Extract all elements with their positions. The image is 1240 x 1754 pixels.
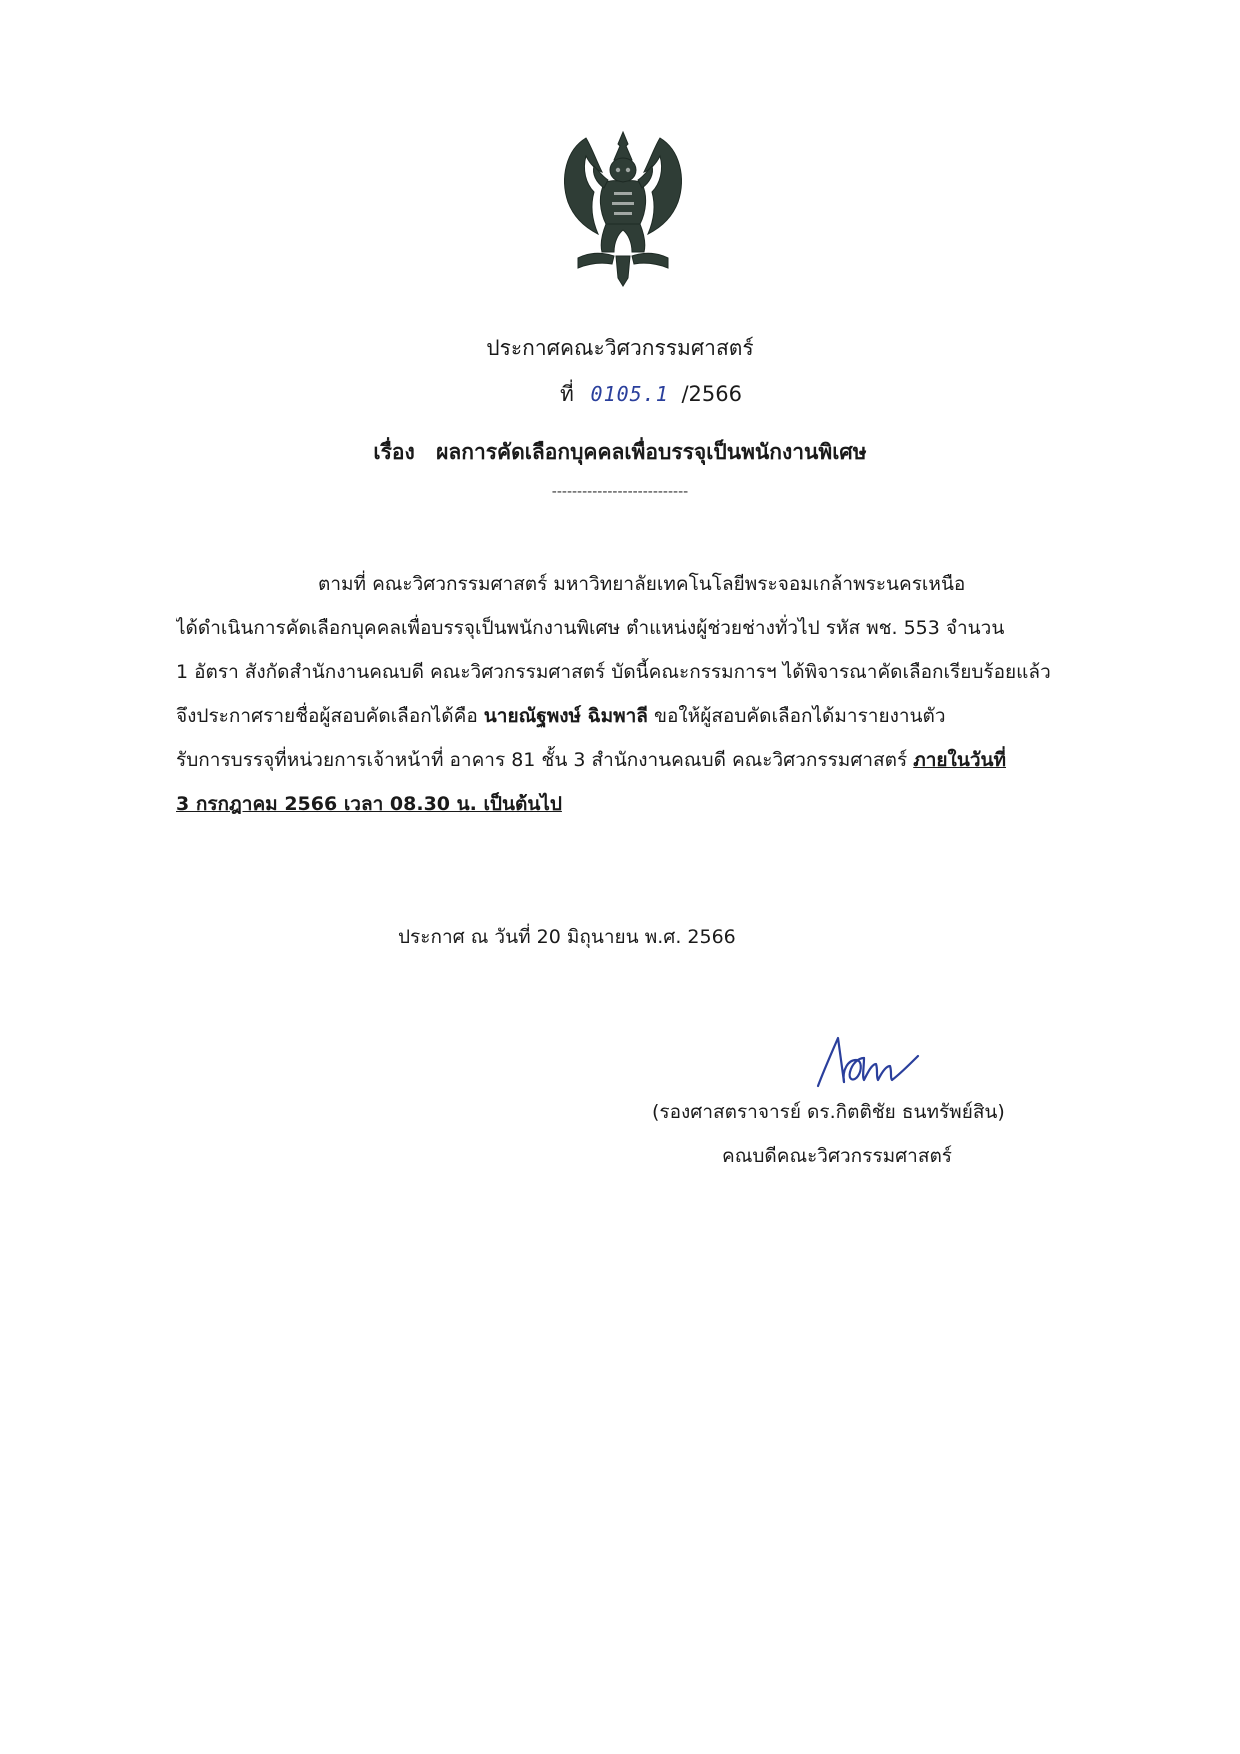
report-deadline-date: 3 กรกฎาคม 2566 เวลา 08.30 น. เป็นต้นไป bbox=[176, 793, 562, 815]
announcement-subject bbox=[0, 438, 1240, 466]
body-line-4-text: จึงประกาศรายชื่อผู้สอบคัดเลือกได้คือ bbox=[176, 705, 484, 727]
subject-text: ผลการคัดเลือกบุคคลเพื่อบรรจุเป็นพนักงานพิเศษ bbox=[436, 440, 867, 464]
body-line-5-text: รับการบรรจุที่หน่วยการเจ้าหน้าที่ อาคาร 81 ชั้น 3 สำนักงานคณบดี คณะวิศวกรรมศาสตร์ bbox=[176, 749, 914, 771]
body-line-6 bbox=[176, 790, 1118, 818]
report-deadline-start: ภายในวันที่ bbox=[913, 749, 1007, 771]
garuda-emblem-icon bbox=[556, 130, 690, 288]
body-line-4 bbox=[176, 702, 1118, 730]
number-suffix: /2566 bbox=[681, 382, 742, 406]
separator-line: --------------------------- bbox=[551, 484, 689, 500]
selected-candidate-name: นายณัฐพงษ์ ฉิมพาลี bbox=[483, 705, 648, 727]
number-prefix: ที่ bbox=[560, 382, 574, 406]
signer-title: คณบดีคณะวิศวกรรมศาสตร์ bbox=[722, 1145, 952, 1167]
handwritten-signature bbox=[812, 1030, 922, 1092]
announcement-date: ประกาศ ณ วันที่ 20 มิถุนายน พ.ศ. 2566 bbox=[398, 926, 736, 948]
body-line-5 bbox=[176, 746, 1118, 774]
body-line-1: ตามที่ คณะวิศวกรรมศาสตร์ มหาวิทยาลัยเทคโนโลยีพระจอมเกล้าพระนครเหนือ bbox=[318, 573, 966, 595]
body-line-2: ได้ดำเนินการคัดเลือกบุคคลเพื่อบรรจุเป็นพนักงานพิเศษ ตำแหน่งผู้ช่วยช่างทั่วไป รหัส พช. 553 จำนวน bbox=[176, 617, 1005, 639]
body-line-3: 1 อัตรา สังกัดสำนักงานคณบดี คณะวิศวกรรมศาสตร์ บัดนี้คณะกรรมการฯ ได้พิจารณาคัดเลือกเรียบร้อยแล้ว bbox=[176, 661, 1051, 683]
body-line-4-text-end: ขอให้ผู้สอบคัดเลือกได้มารายงานตัว bbox=[647, 705, 946, 727]
subject-label: เรื่อง bbox=[373, 440, 415, 464]
announcement-number bbox=[560, 380, 742, 408]
handwritten-number: 0105.1 bbox=[590, 382, 669, 406]
signer-name: (รองศาสตราจารย์ ดร.กิตติชัย ธนทรัพย์สิน) bbox=[652, 1101, 1005, 1123]
announcement-title: ประกาศคณะวิศวกรรมศาสตร์ bbox=[486, 336, 754, 360]
